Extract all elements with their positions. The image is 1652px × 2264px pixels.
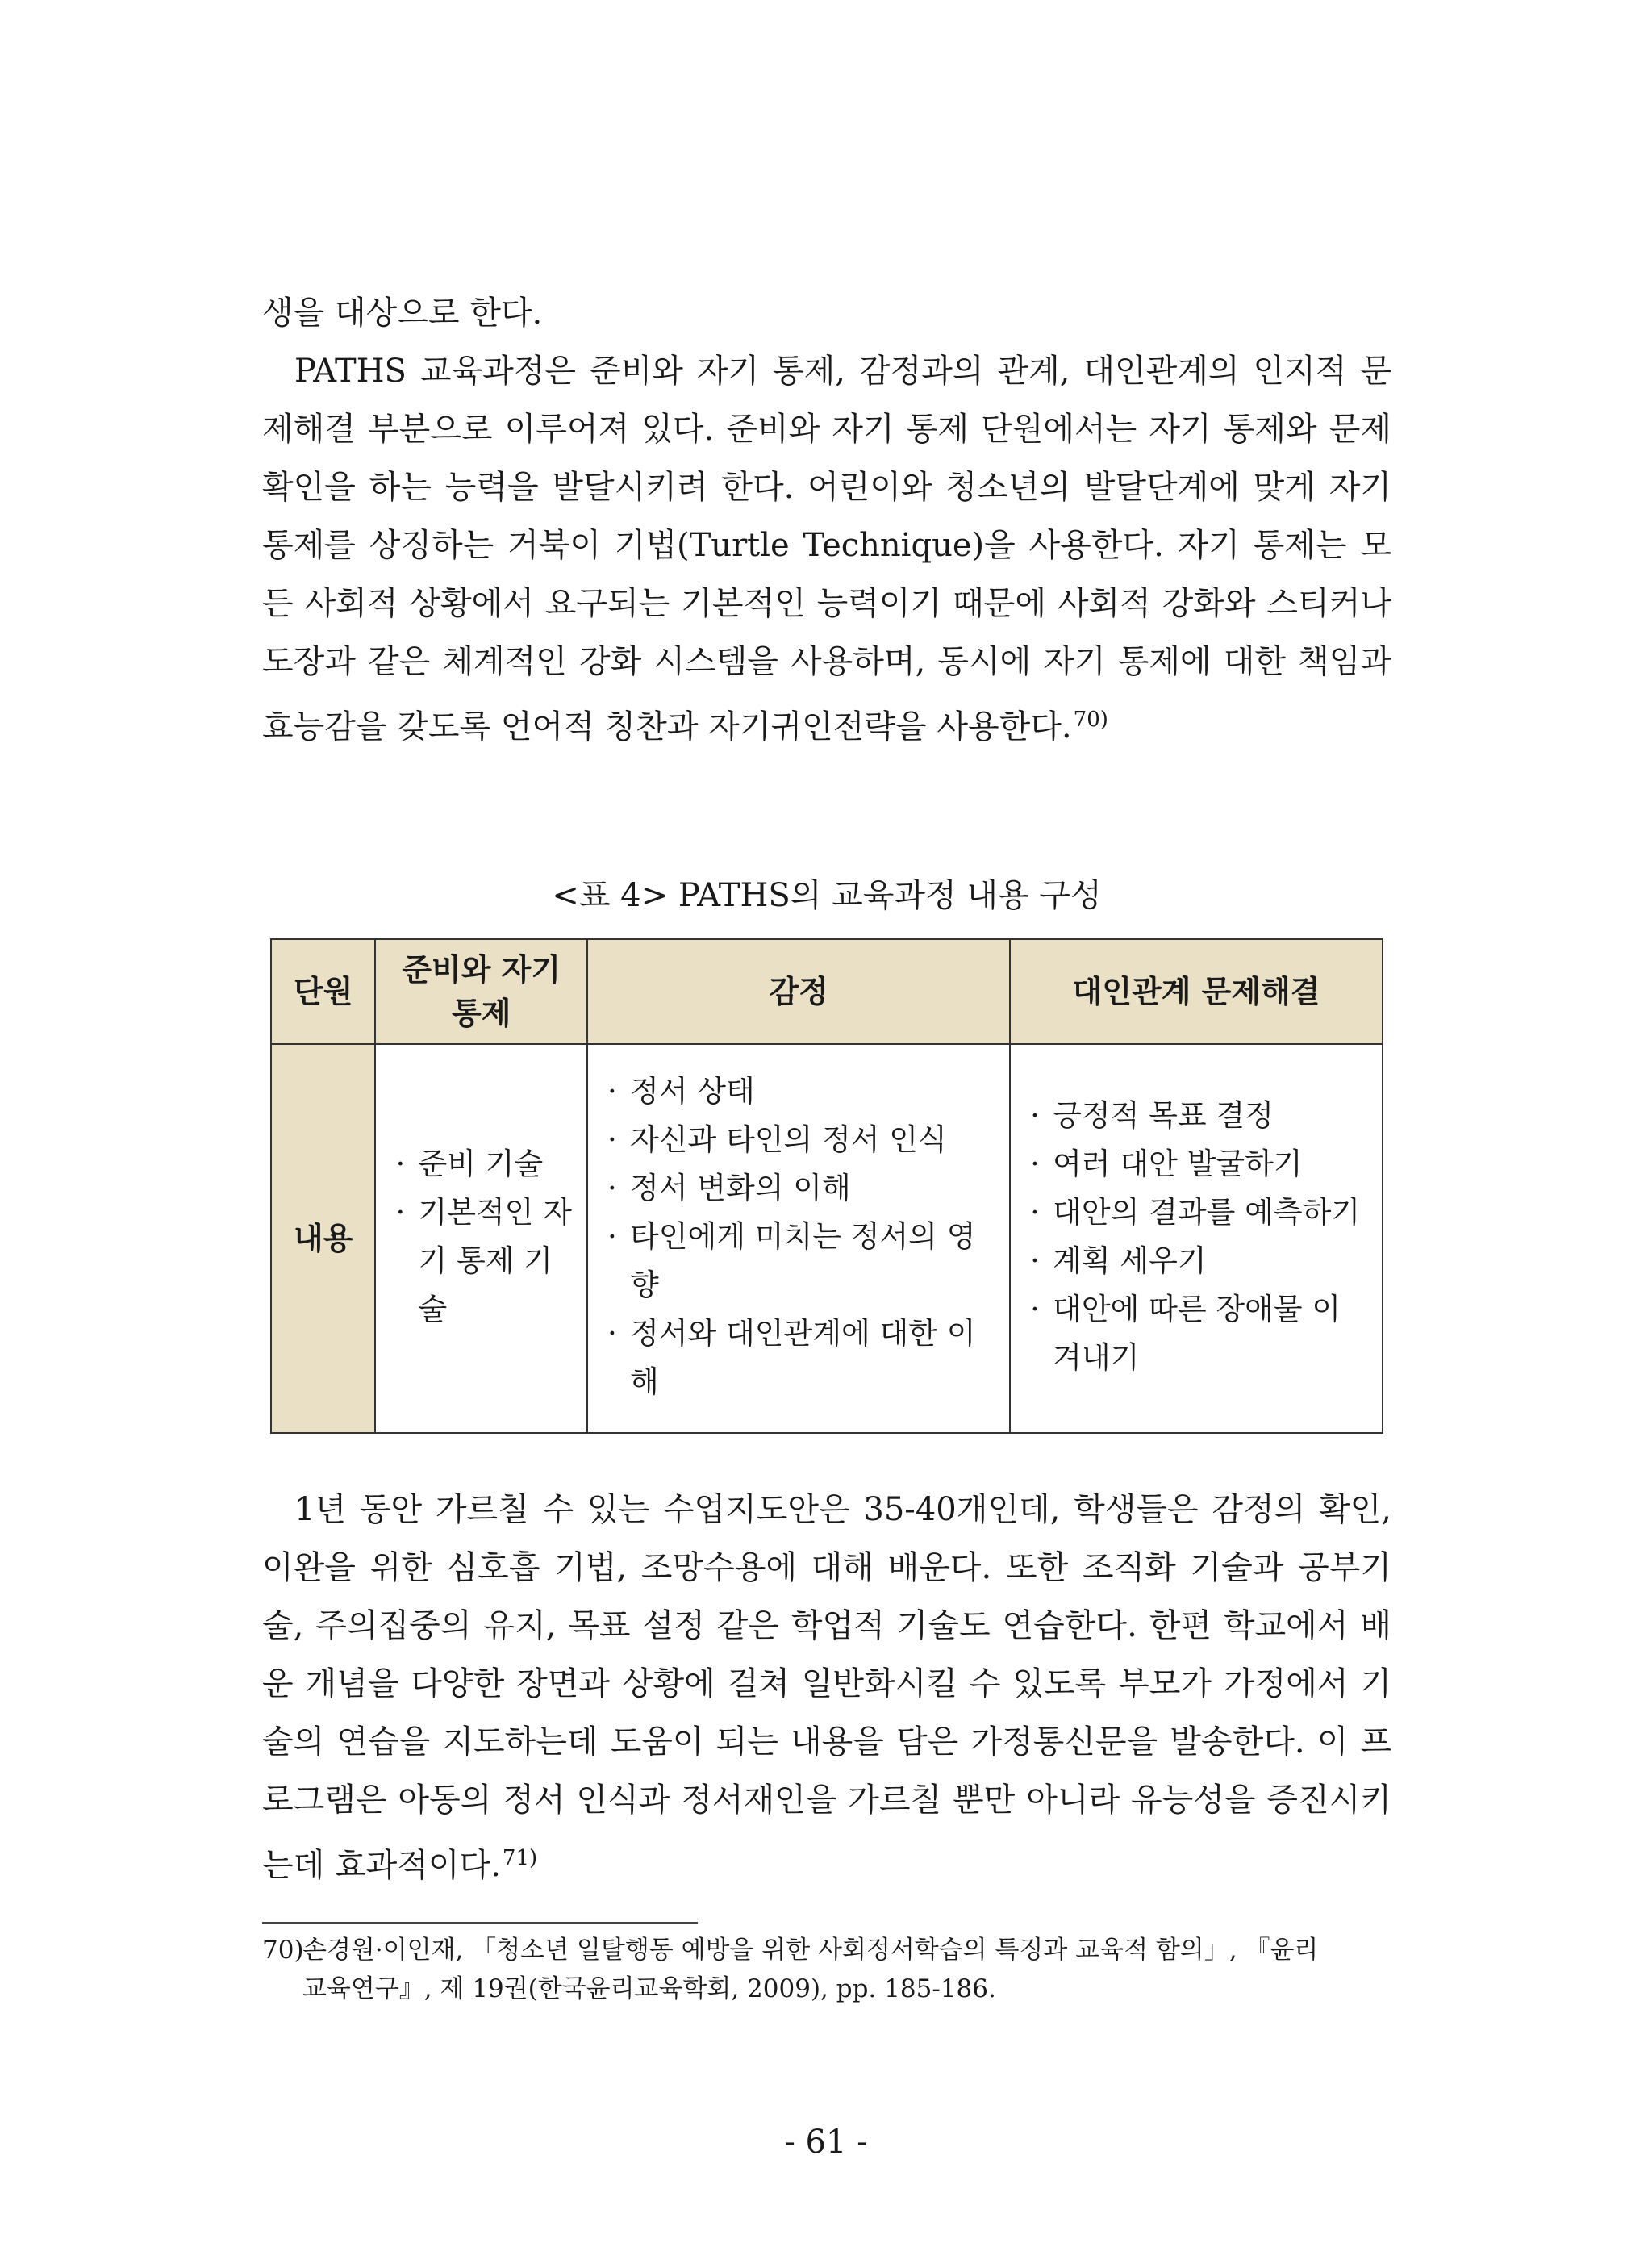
- footnote-ref-70[interactable]: 70): [1073, 708, 1108, 732]
- list-item: · 대안의 결과를 예측하기: [1025, 1188, 1367, 1237]
- list-item: · 자신과 타인의 정서 인식: [603, 1116, 995, 1164]
- paragraph-1-text: PATHS 교육과정은 준비와 자기 통제, 감정과의 관계, 대인관계의 인지적 문제해결 부분으로 이루어져 있다. 준비와 자기 통제 단원에서는 자기 통제와 문제 확인을 하는 능력을 발달시키려 한다. 어린이와 청소년의 발달단계에 맞게 자기 통제를 상징하는 거북이 기법(Turtle Technique)을 사용한다. 자기 통제는 모든 사회적 상황에서 요구되는 기본적인 능력이기 때문에 사회적 강화와 스티커나 도장과 같은 체계적인 강화 시스템을 사용하며, 동시에 자기 통제에 대한 책임과 효능감을 갖도록 언어적 칭찬과 자기귀인전략을 사용한다.: [262, 353, 1391, 746]
- list-item: · 계획 세우기: [1025, 1237, 1367, 1285]
- footnote-line-1: 손경원·이인재, 「청소년 일탈행동 예방을 위한 사회정서학습의 특징과 교육적 함의」, 『윤리: [302, 1936, 1319, 1965]
- list-item: · 정서와 대인관계에 대한 이해: [603, 1310, 995, 1406]
- paragraph-1: [262, 284, 1391, 756]
- table-row: [271, 1044, 1383, 1433]
- list-item: · 정서 변화의 이해: [603, 1164, 995, 1213]
- cell-prep: [375, 1044, 587, 1433]
- emotion-list: [603, 1067, 995, 1406]
- interpersonal-list: [1025, 1092, 1367, 1382]
- footnote-divider: [262, 1922, 698, 1924]
- list-item: · 기본적인 자기 통제 기술: [390, 1188, 572, 1334]
- footnote-ref-71[interactable]: 71): [502, 1846, 538, 1870]
- list-item: · 정서 상태: [603, 1067, 995, 1116]
- list-item: · 타인에게 미치는 정서의 영향: [603, 1213, 995, 1310]
- header-prep: 준비와 자기 통제: [375, 939, 587, 1044]
- paragraph-1-lead: 생을 대상으로 한다.: [262, 294, 543, 332]
- footnote-number: 70): [262, 1936, 304, 1965]
- cell-interpersonal: [1010, 1044, 1383, 1433]
- footnote-line-2: 교육연구』, 제 19권(한국윤리교육학회, 2009), pp. 185-186.: [302, 1974, 996, 2003]
- list-item: · 여러 대안 발굴하기: [1025, 1140, 1367, 1188]
- cell-emotion: [587, 1044, 1010, 1433]
- curriculum-table: [270, 938, 1383, 1434]
- header-emotion: 감정: [587, 939, 1010, 1044]
- paragraph-2-text: 1년 동안 가르칠 수 있는 수업지도안은 35-40개인데, 학생들은 감정의 확인, 이완을 위한 심호흡 기법, 조망수용에 대해 배운다. 또한 조직화 기술과 공부기술, 주의집중의 유지, 목표 설정 같은 학업적 기술도 연습한다. 한편 학교에서 배운 개념을 다양한 장면과 상황에 걸쳐 일반화시킬 수 있도록 부모가 가정에서 기술의 연습을 지도하는데 도움이 되는 내용을 담은 가정통신문을 발송한다. 이 프로그램은 아동의 정서 인식과 정서재인을 가르칠 뿐만 아니라 유능성을 증진시키는데 효과적이다.: [262, 1491, 1391, 1884]
- header-unit: 단원: [271, 939, 375, 1044]
- page-number: - 61 -: [784, 2124, 868, 2161]
- list-item: · 대안에 따른 장애물 이겨내기: [1025, 1285, 1367, 1382]
- list-item: · 준비 기술: [390, 1140, 572, 1188]
- list-item: · 긍정적 목표 결정: [1025, 1092, 1367, 1140]
- prep-list: [390, 1140, 572, 1334]
- table-header-row: [271, 939, 1383, 1044]
- paragraph-2: [262, 1481, 1391, 1894]
- footnote-70: [262, 1931, 1391, 2008]
- table-caption: <표 4> PATHS의 교육과정 내용 구성: [552, 877, 1102, 914]
- row-label-content: 내용: [271, 1044, 375, 1433]
- header-interpersonal: 대인관계 문제해결: [1010, 939, 1383, 1044]
